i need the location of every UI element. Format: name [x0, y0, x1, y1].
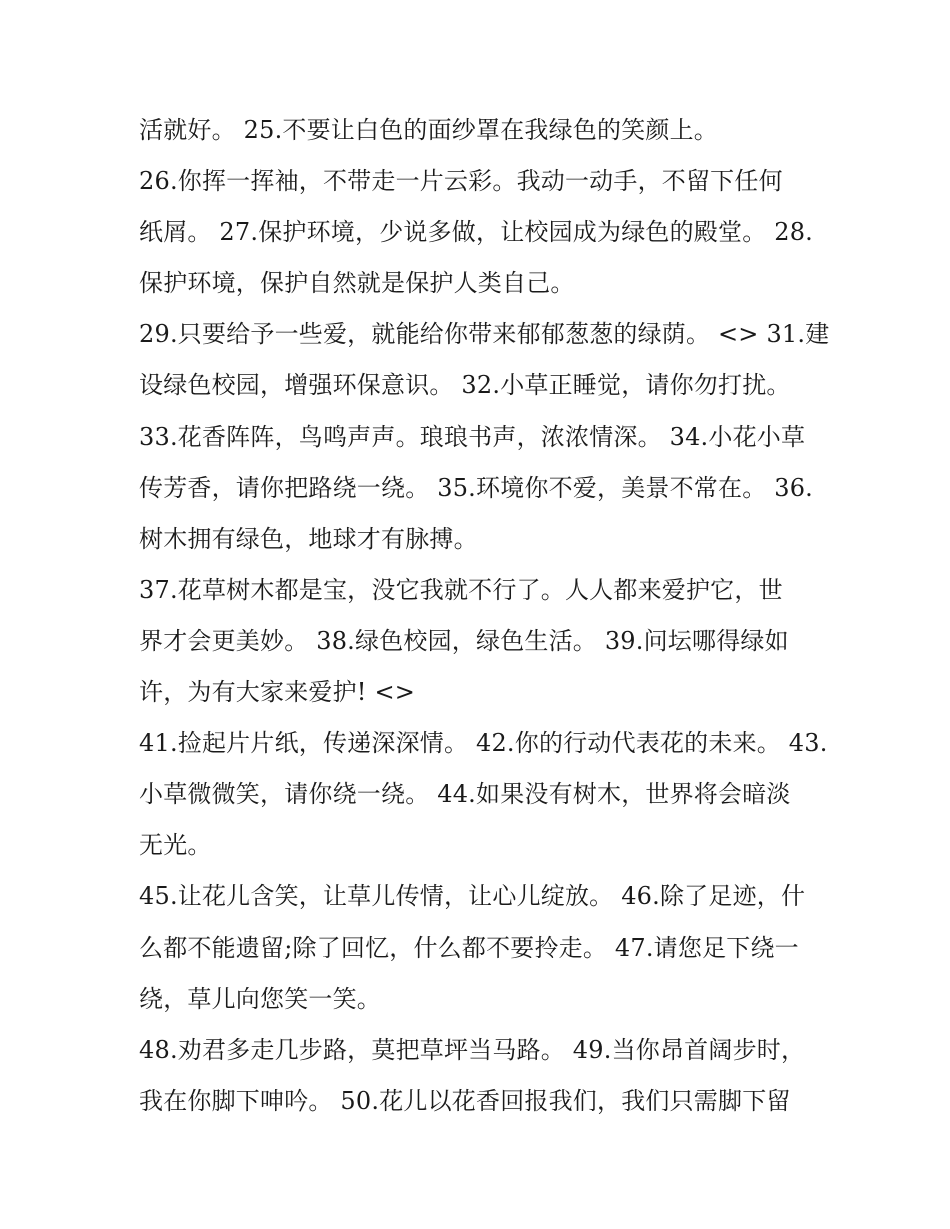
text-line: 小草微微笑，请你绕一绕。 44.如果没有树木，世界将会暗淡 — [139, 780, 791, 809]
text-line: 无光。 — [139, 831, 212, 860]
text-line: 传芳香，请你把路绕一绕。 35.环境你不爱，美景不常在。 36. — [139, 473, 813, 502]
text-line: 纸屑。 27.保护环境，少说多做，让校园成为绿色的殿堂。 28. — [139, 218, 813, 247]
text-line: 么都不能遗留;除了回忆，什么都不要拎走。 47.请您足下绕一 — [139, 933, 799, 962]
text-line: 设绿色校园，增强环保意识。 32.小草正睡觉，请你勿打扰。 — [139, 371, 791, 400]
text-line: 我在你脚下呻吟。 50.花儿以花香回报我们，我们只需脚下留 — [139, 1086, 791, 1115]
text-line: 绕，草儿向您笑一笑。 — [139, 984, 381, 1013]
text-line: 26.你挥一挥袖，不带走一片云彩。我动一动手，不留下任何 — [139, 167, 783, 196]
text-line: 45.让花儿含笑，让草儿传情，让心儿绽放。 46.除了足迹，什 — [139, 882, 806, 911]
text-line: 活就好。 25.不要让白色的面纱罩在我绿色的笑颜上。 — [139, 116, 718, 144]
text-line: 界才会更美妙。 38.绿色校园，绿色生活。 39.问坛哪得绿如 — [139, 626, 789, 655]
document-body — [139, 105, 830, 1127]
text-line: 许，为有大家来爱护! <> — [139, 678, 416, 707]
text-line: 41.捡起片片纸，传递深深情。 42.你的行动代表花的未来。 43. — [139, 729, 828, 758]
text-line: 29.只要给予一些爱，就能给你带来郁郁葱葱的绿荫。 <> 31.建 — [139, 320, 830, 349]
text-line: 37.花草树木都是宝，没它我就不行了。人人都来爱护它，世 — [139, 575, 783, 604]
text-line: 保护环境，保护自然就是保护人类自己。 — [139, 269, 575, 298]
text-line: 48.劝君多走几步路，莫把草坪当马路。 49.当你昂首阔步时， — [139, 1035, 806, 1064]
text-line: 33.花香阵阵，鸟鸣声声。琅琅书声，浓浓情深。 34.小花小草 — [139, 422, 806, 451]
text-line: 树木拥有绿色，地球才有脉搏。 — [139, 524, 478, 553]
